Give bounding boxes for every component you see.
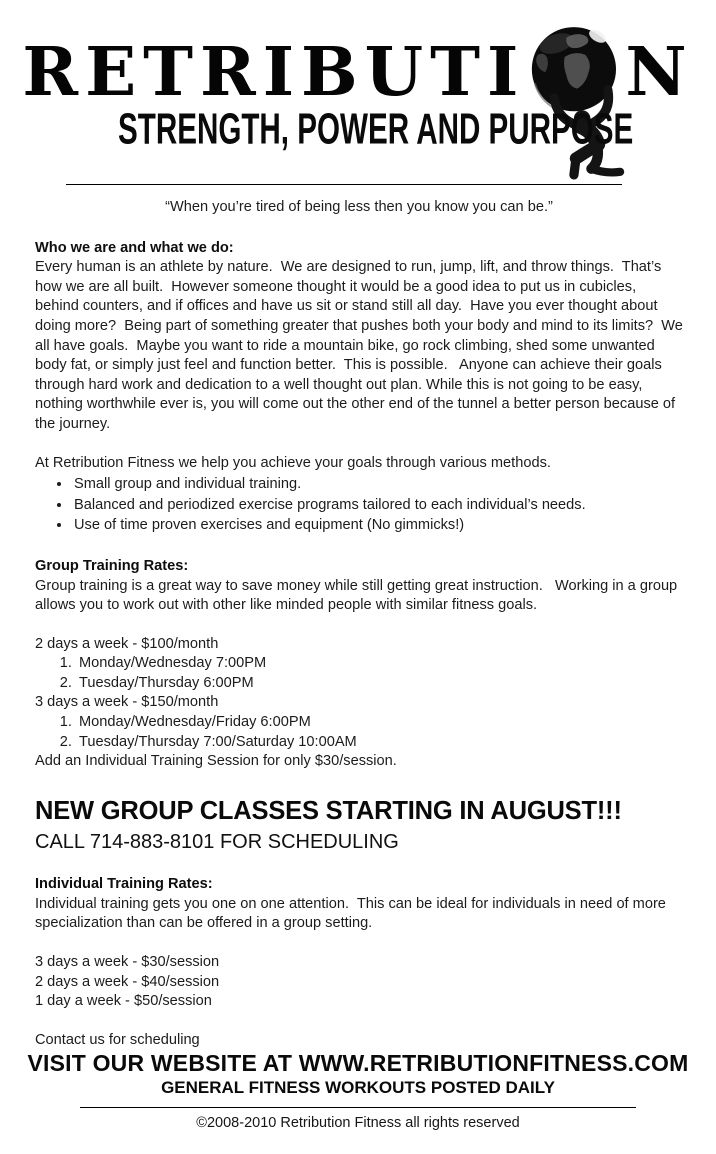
workouts-line: GENERAL FITNESS WORKOUTS POSTED DAILY [161, 1078, 555, 1097]
rate-line: 3 days a week - $30/session [35, 953, 220, 970]
section-heading-group-rates: Group Training Rates: [35, 557, 189, 574]
announcement-phone-line: CALL 714-883-8101 FOR SCHEDULING [35, 831, 399, 854]
list-item: 2. Tuesday/Thursday 6:00PM [76, 674, 683, 694]
brand-header [0, 20, 716, 195]
list-item: 1. Monday/Wednesday/Friday 6:00PM [76, 713, 683, 733]
brand-tagline: STRENGTH, POWER AND PURPOSE [118, 105, 634, 154]
wordmark-left: RETRIBUTI [22, 32, 526, 111]
contact-line: Contact us for scheduling [35, 1031, 200, 1048]
rate-line: 1 day a week - $50/session [35, 993, 212, 1010]
list-item: 2. Tuesday/Thursday 7:00/Saturday 10:00AM [76, 733, 683, 753]
section-heading-who-we-are: Who we are and what we do: [35, 239, 234, 256]
flyer-footer [0, 1050, 716, 1131]
individual-rates-paragraph: Individual training gets you one on one attention. This can be ideal for individuals in need of more specialization than can be offered in a group setting. [35, 895, 670, 932]
copyright-line: ©2008-2010 Retribution Fitness all rights reserved [196, 1115, 520, 1131]
section-heading-individual-rates: Individual Training Rates: [35, 876, 213, 893]
footer-divider-line [80, 1107, 636, 1108]
list-item: • Use of time proven exercises and equipment (No gimmicks!) [72, 516, 683, 536]
individual-rates-list [35, 953, 683, 1012]
flyer-body [35, 194, 687, 1050]
group-plan-3day-label: 3 days a week - $150/month [35, 694, 219, 711]
list-item: • Balanced and periodized exercise programs tailored to each individual’s needs. [72, 496, 683, 516]
methods-list [35, 475, 683, 536]
header-divider-line [66, 184, 622, 185]
methods-intro: At Retribution Fitness we help you achieve your goals through various methods. [35, 454, 551, 471]
website-line: VISIT OUR WEBSITE AT WWW.RETRIBUTIONFITNESS.COM [27, 1050, 689, 1076]
quote-line: “When you’re tired of being less then you know you can be.” [165, 199, 553, 215]
group-plan-3day-options [35, 713, 683, 752]
wordmark-right: N [625, 32, 694, 111]
group-plan-2day-label: 2 days a week - $100/month [35, 635, 219, 652]
who-we-are-paragraph: Every human is an athlete by nature. We are designed to run, jump, lift, and throw things. That’s how we are all built. However someone thought it would be a good idea to put us in cubicles, behind counters, and if offices and have us sit or stand still all day. Have you ever thought about doing more? Being part of something greater that pushes both your body and mind to its limits? We all have goals. Maybe you want to ride a mountain bike, go rock climbing, shed some unwanted body fat, or simply just feel and function better. This is possible. Anyone can achieve their goals through hard work and dedication to a well thought out plan. While this is not going to be easy, nothing worthwhile ever is, you will come out the other end of the tunnel a better person because of the journey. [35, 259, 687, 432]
group-addon-line: Add an Individual Training Session for only $30/session. [35, 753, 397, 770]
announcement-headline: NEW GROUP CLASSES STARTING IN AUGUST!!! [35, 796, 622, 825]
list-item: • Small group and individual training. [72, 475, 683, 495]
rate-line: 2 days a week - $40/session [35, 973, 220, 990]
brand-wordmark [0, 20, 716, 111]
group-rates-paragraph: Group training is a great way to save money while still getting great instruction. Working in a group allows you to work out with other like minded people with similar fitness goals. [35, 577, 682, 614]
group-plan-2day-options [35, 654, 683, 693]
atlas-globe-icon [527, 38, 623, 108]
list-item: 1. Monday/Wednesday 7:00PM [76, 654, 683, 674]
